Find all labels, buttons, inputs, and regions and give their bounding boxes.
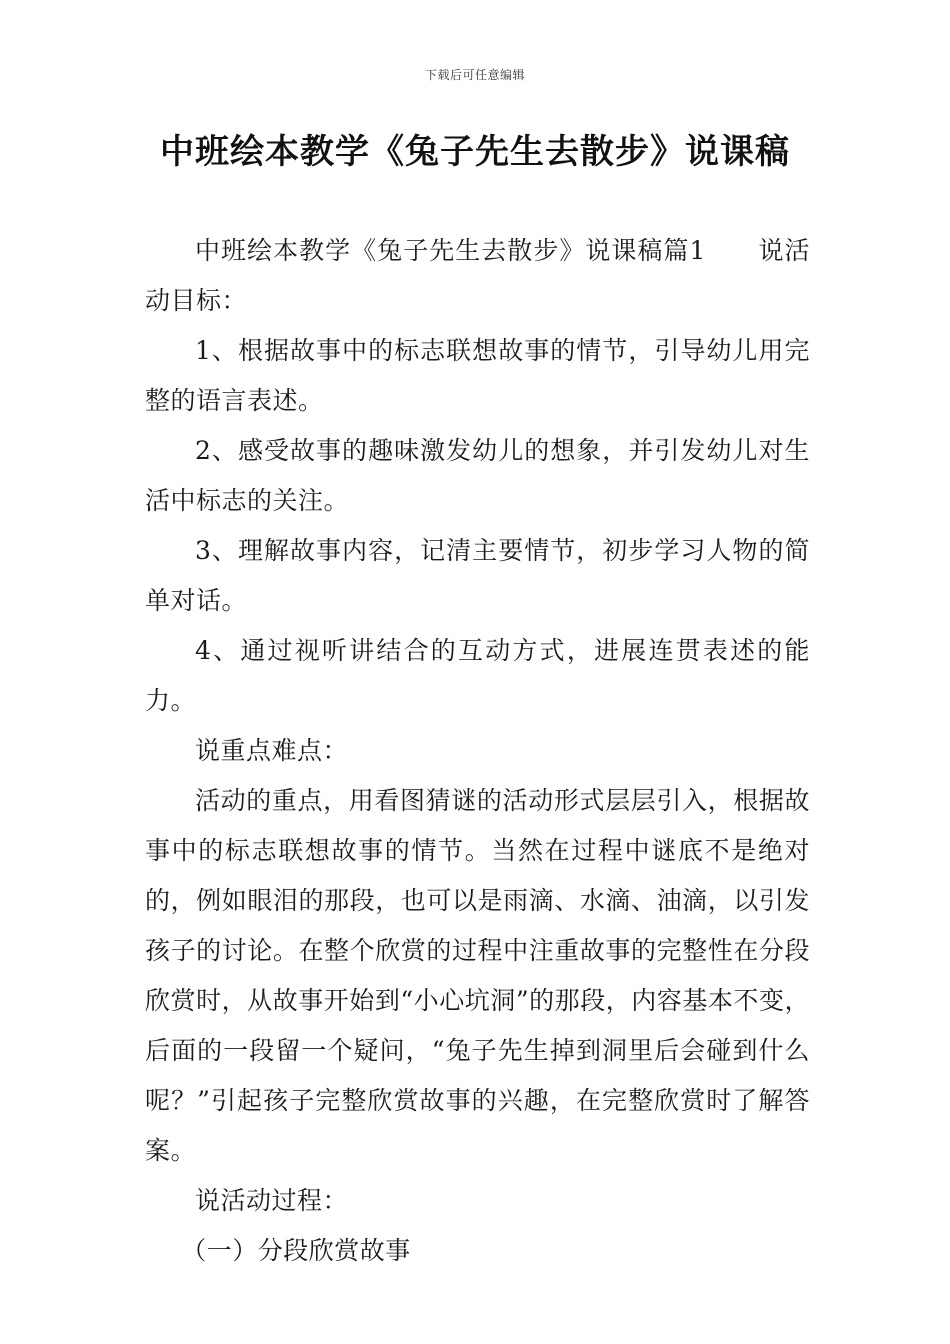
- paragraph-key-points: 活动的重点，用看图猜谜的活动形式层层引入，根据故事中的标志联想故事的情节。当然在过程中谜底不是绝对的，例如眼泪的那段，也可以是雨滴、水滴、油滴，以引发孩子的讨论。在整个欣赏的过程中注重故事的完整性在分段欣赏时，从故事开始到“小心坑洞”的那段，内容基本不变，后面的一段留一个疑问，“兔子先生掉到洞里后会碰到什么呢？”引起孩子完整欣赏故事的兴趣，在完整欣赏时了解答案。: [145, 786, 810, 1165]
- paragraph-intro: 中班绘本教学《兔子先生去散步》说课稿篇1 说活动目标：: [145, 236, 810, 315]
- paragraph-goal-4: 4、通过视听讲结合的互动方式，进展连贯表述的能力。: [145, 636, 810, 715]
- header-note: 下载后可任意编辑: [424, 68, 525, 82]
- document-body: [145, 226, 810, 1276]
- paragraph-goal-3: 3、理解故事内容，记清主要情节，初步学习人物的简单对话。: [145, 536, 810, 615]
- section-heading-key-points: 说重点难点：: [195, 736, 349, 765]
- paragraph-goal-1: 1、根据故事中的标志联想故事的情节，引导幼儿用完整的语言表述。: [145, 336, 810, 415]
- subsection-heading-1: （一）分段欣赏故事: [181, 1236, 411, 1265]
- document-title: 中班绘本教学《兔子先生去散步》说课稿: [160, 132, 790, 172]
- section-heading-process: 说活动过程：: [195, 1186, 349, 1215]
- paragraph-goal-2: 2、感受故事的趣味激发幼儿的想象，并引发幼儿对生活中标志的关注。: [145, 436, 810, 515]
